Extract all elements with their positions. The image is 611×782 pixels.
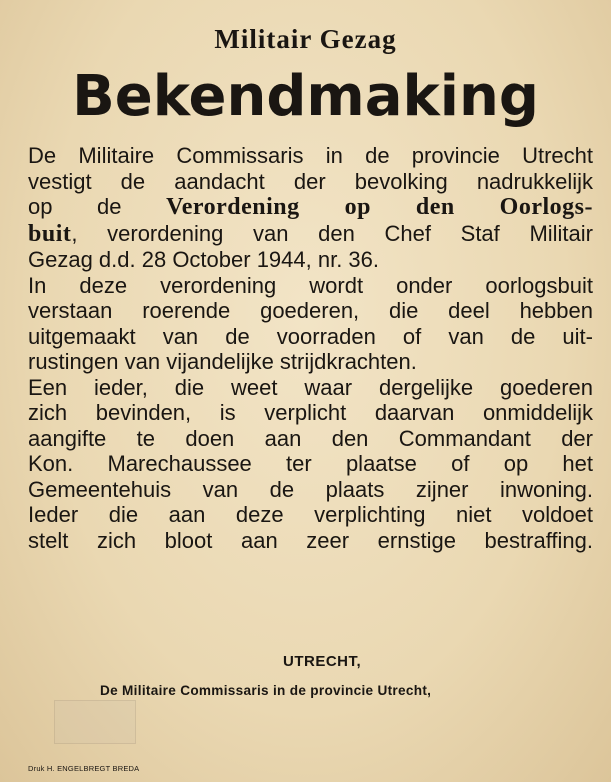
body-line [28, 221, 593, 248]
body-line: Gezag d.d. 28 October 1944, nr. 36. [28, 247, 380, 272]
body-line [28, 194, 593, 221]
body-line: Kon. Marechaussee ter plaatse of op het [28, 451, 593, 476]
body-line: zich bevinden, is verplicht daarvan onmiddelijk [28, 400, 593, 425]
ordinance-name: Verordening op den Oorlogs- [166, 194, 594, 220]
body-line: Een ieder, die weet waar dergelijke goederen [28, 374, 593, 400]
signature-city: UTRECHT, [283, 653, 362, 670]
ordinance-name-end: buit [28, 220, 72, 247]
body-line: De Militaire Commissaris in de provincie Utrecht [28, 143, 593, 168]
printer-imprint: Druk H. ENGELBREGT BREDA [28, 764, 140, 773]
body-line-lead: op de [28, 194, 167, 219]
body-line: In deze verordening wordt onder oorlogsbuit [28, 272, 593, 298]
poster-title: Bekendmaking [72, 64, 539, 129]
body-line-rest: , verordening van den Chef Staf Militair [71, 220, 593, 246]
poster-supertitle: Militair Gezag [214, 24, 397, 54]
body-line: rustingen van vijandelijke strijdkrachten. [28, 349, 417, 374]
body-line: verstaan roerende goederen, die deel hebben [28, 298, 593, 323]
body-line: vestigt de aandacht der bevolking nadrukkelijk [28, 168, 593, 194]
poster-body [28, 143, 593, 553]
signature-line: De Militaire Commissaris in de provincie Utrecht, [100, 683, 432, 698]
body-line: aangifte te doen aan den Commandant der [28, 425, 593, 451]
body-line: Ieder die aan deze verplichting niet voldoet [28, 502, 593, 527]
body-line: stelt zich bloot aan zeer ernstige bestraffing. [28, 527, 593, 553]
body-line: uitgemaakt van de voorraden of van de uit- [28, 323, 593, 349]
faded-stamp [54, 700, 136, 744]
body-line: Gemeentehuis van de plaats zijner inwoning. [28, 476, 593, 502]
